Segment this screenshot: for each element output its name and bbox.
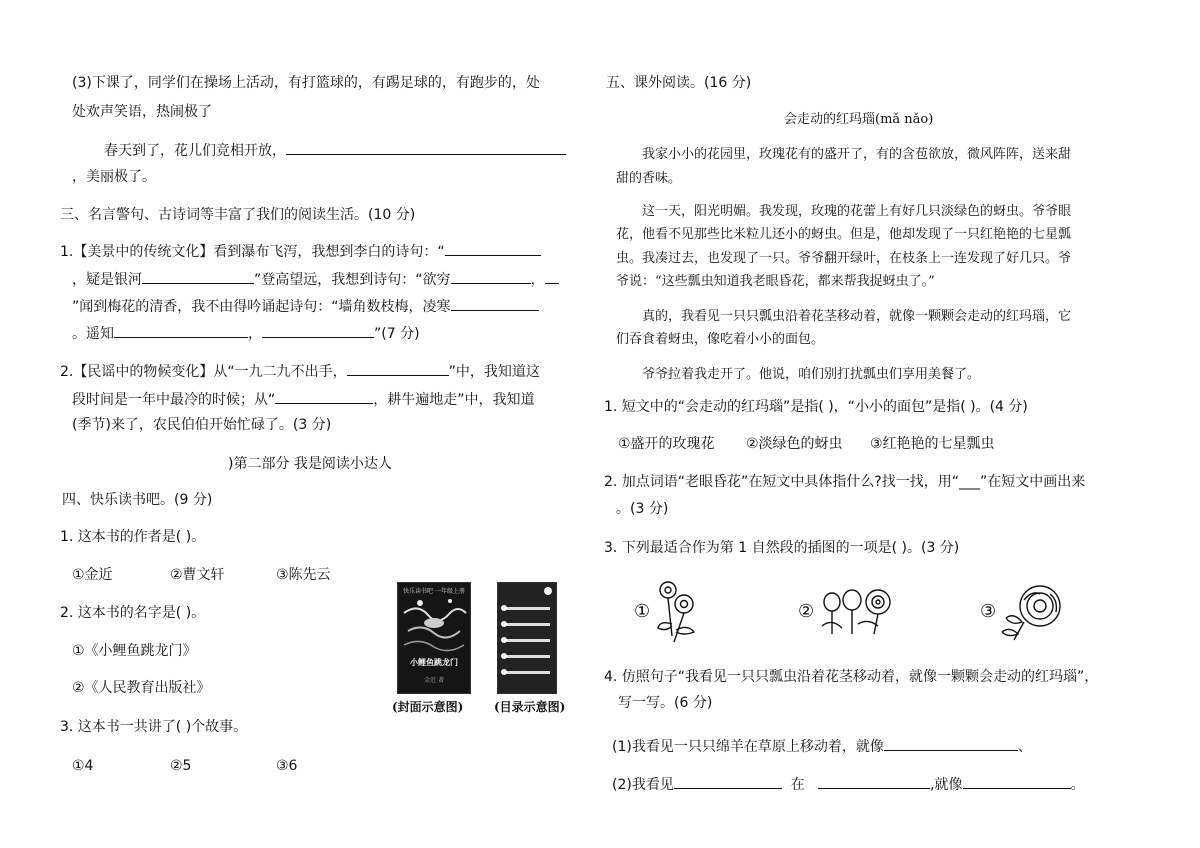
p4-line1: 爷爷拉着我走开了。他说，咱们别打扰瓢虫们享用美餐了。	[642, 367, 981, 382]
s3q1-text-d3: ”(7 分)	[374, 326, 420, 342]
r-q1-option-2[interactable]: ②淡绿色的蚜虫	[746, 436, 843, 452]
poem-blank-6[interactable]	[114, 323, 248, 338]
p1-line2: 甜的香味。	[616, 171, 682, 186]
poem-blank-4[interactable]	[545, 269, 559, 284]
s3q1-line3	[72, 296, 539, 316]
flower-picture-3[interactable]	[1000, 582, 1070, 644]
r-q1-option-3[interactable]: ③红艳艳的七星瓢虫	[870, 436, 995, 452]
s4q3: 3. 这本书一共讲了( )个故事。	[60, 719, 248, 735]
book-cover-image	[397, 582, 471, 694]
p2-line2: 花，他看不见那些比米粒儿还小的蚜虫。但是，他却发现了一只红艳艳的七星瓢	[616, 227, 1072, 242]
s3q1-text-b3: ，	[530, 272, 545, 288]
s3q1-text-d2: ，	[248, 326, 262, 342]
cover-title: 小鲤鱼跳龙门	[410, 658, 458, 667]
r-q4-2-text-a: (2)我看见	[612, 777, 674, 793]
flower-picture-2[interactable]	[818, 588, 898, 638]
r-q3: 3. 下列最适合作为第 1 自然段的插图的一项是( )。(3 分)	[604, 540, 960, 556]
q3-line1: (3)下课了，同学们在操场上活动，有打篮球的，有踢足球的，有跑步的，处	[72, 75, 540, 91]
s3q2-text-a1: 2.【民谣中的物候变化】从“一九二九不出手，	[60, 364, 347, 380]
spring-line1	[104, 140, 566, 160]
r-q4-2-text-b: 在	[790, 777, 805, 793]
r-q4-line1: 4. 仿照句子“我看见一只只瓢虫沿着花茎移动着，就像一颗颗会走动的红玛瑙”，	[604, 669, 1099, 685]
imitate-blank-2[interactable]	[674, 774, 782, 789]
folk-blank-2[interactable]	[275, 389, 373, 404]
s3q2-text-b1: 段时间是一年中最冷的时候；从“	[72, 392, 276, 408]
s3q1-line4	[72, 323, 420, 343]
pic-label-1[interactable]: ①	[634, 601, 651, 622]
s3q1-line1	[60, 241, 541, 261]
pic-label-2[interactable]: ②	[798, 601, 815, 622]
r-q2-line1: 2. 加点词语“老眼昏花”在短文中具体指什么?找一找，用“___”在短文中画出来	[604, 474, 1086, 490]
p2-line1: 这一天，阳光明媚。我发现，玫瑰的花蕾上有好几只淡绿色的蚜虫。爷爷眼	[642, 204, 1072, 219]
r-q4-2-text-c: ,就像	[930, 777, 963, 793]
r-q4-1-text: (1)我看见一只只绵羊在草原上移动着，就像	[612, 739, 884, 755]
s4q1-option-2[interactable]: ②曹文轩	[170, 567, 225, 583]
part2-title: )第二部分 我是阅读小达人	[228, 456, 392, 472]
s4q1: 1. 这本书的作者是( )。	[60, 529, 206, 545]
section5-title: 五、课外阅读。(16 分)	[606, 75, 752, 91]
s4q3-option-1[interactable]: ①4	[72, 758, 94, 774]
s4q2-option-1[interactable]: ①《小鲤鱼跳龙门》	[72, 643, 197, 659]
s3q1-text-b2: ”登高望远，我想到诗句：“欲穷	[254, 272, 451, 288]
spring-text: 春天到了，花儿们竞相开放，	[104, 143, 286, 159]
r-q2-line2: 。(3 分)	[616, 501, 669, 517]
s4q2-option-2[interactable]: ②《人民教育出版社》	[72, 680, 211, 696]
full-rose-icon	[1000, 582, 1070, 644]
poem-blank-5[interactable]	[451, 296, 539, 311]
rosebuds-icon	[818, 588, 898, 638]
s4q2: 2. 这本书的名字是( )。	[60, 605, 206, 621]
p1-line1: 我家小小的花园里，玫瑰花有的盛开了，有的含苞欲放，微风阵阵，送来甜	[642, 147, 1072, 162]
poem-blank-1[interactable]	[445, 241, 541, 256]
poem-blank-7[interactable]	[262, 323, 374, 338]
s3q2-line3: (季节)来了，农民伯伯开始忙碌了。(3 分)	[72, 417, 332, 433]
folk-blank-1[interactable]	[347, 361, 449, 376]
cover-caption: (封面示意图)	[392, 700, 464, 714]
toc-caption: (目录示意图)	[494, 700, 566, 714]
toc-art-icon	[498, 583, 556, 693]
q3-line2: 处欢声笑语，热闹极了	[72, 104, 212, 120]
s3q1-line2	[72, 269, 559, 289]
book-toc-image	[497, 582, 557, 694]
section4-title: 四、快乐读书吧。(9 分)	[62, 492, 213, 508]
s3q2-text-a2: ”中，我知道这	[448, 364, 540, 380]
s3q1-text-d1: 。遥知	[72, 326, 114, 342]
p2-line3: 虫。我凑过去，也发现了一只。爷爷翻开绿叶，在枝条上一连发现了好几只。爷	[616, 251, 1072, 266]
pic-label-3[interactable]: ③	[980, 601, 997, 622]
flower-picture-1[interactable]	[654, 576, 704, 646]
p3-line1: 真的，我看见一只只瓢虫沿着花茎移动着，就像一颗颗会走动的红玛瑙，它	[642, 309, 1072, 324]
s4q3-option-3[interactable]: ③6	[276, 758, 298, 774]
s3q2-text-b2: ，耕牛遍地走”中，我知道	[373, 392, 535, 408]
s4q3-option-2[interactable]: ②5	[170, 758, 192, 774]
r-q4-1-end: 、	[1017, 739, 1032, 755]
cover-top-text: 快乐读书吧 一年级上册	[403, 588, 465, 595]
s3q2-line2	[72, 389, 535, 409]
s4q1-option-1[interactable]: ①金近	[72, 567, 113, 583]
s4q3-options	[72, 757, 297, 775]
r-q4-line2: 写一写。(6 分)	[618, 695, 713, 711]
spring-answer-blank[interactable]	[286, 140, 566, 155]
r-q1: 1. 短文中的“会走动的红玛瑙”是指( )，“小小的面包”是指( )。(4 分)	[604, 399, 1028, 415]
spring-line2: ，美丽极了。	[72, 169, 156, 185]
p2-line4: 爷说：“这些瓢虫知道我老眼昏花，都来帮我捉蚜虫了。”	[616, 274, 935, 289]
section3-title: 三、名言警句、古诗词等丰富了我们的阅读生活。(10 分)	[60, 207, 416, 223]
imitate-blank-1[interactable]	[884, 736, 1018, 751]
r-q1-options	[618, 435, 995, 453]
s3q1-text-b1: ，疑是银河	[72, 272, 142, 288]
story-title: 会走动的红玛瑙(mǎ nǎo)	[784, 112, 934, 127]
p3-line2: 们吞食着蚜虫，像吃着小小的面包。	[616, 332, 825, 347]
poem-blank-3[interactable]	[451, 269, 531, 284]
r-q4-2-end: 。	[1070, 777, 1085, 793]
s3q2-line1	[60, 361, 540, 381]
r-q1-option-1[interactable]: ①盛开的玫瑰花	[618, 436, 715, 452]
s3q1-text-c1: ”闻到梅花的清香，我不由得吟诵起诗句：“墙角数枝梅，凌寒	[72, 299, 451, 315]
poem-blank-2[interactable]	[142, 269, 254, 284]
blooming-flowers-icon	[654, 576, 704, 646]
imitate-blank-4[interactable]	[963, 774, 1071, 789]
r-q4-1	[612, 736, 1032, 756]
s3q1-text-a: 1.【美景中的传统文化】看到瀑布飞泻，我想到李白的诗句：“	[60, 244, 445, 260]
cover-author: 金近 著	[424, 677, 444, 684]
r-q4-2	[612, 774, 1085, 794]
s4q1-options	[72, 566, 331, 584]
imitate-blank-3[interactable]	[818, 774, 930, 789]
s4q1-option-3[interactable]: ③陈先云	[276, 567, 331, 583]
